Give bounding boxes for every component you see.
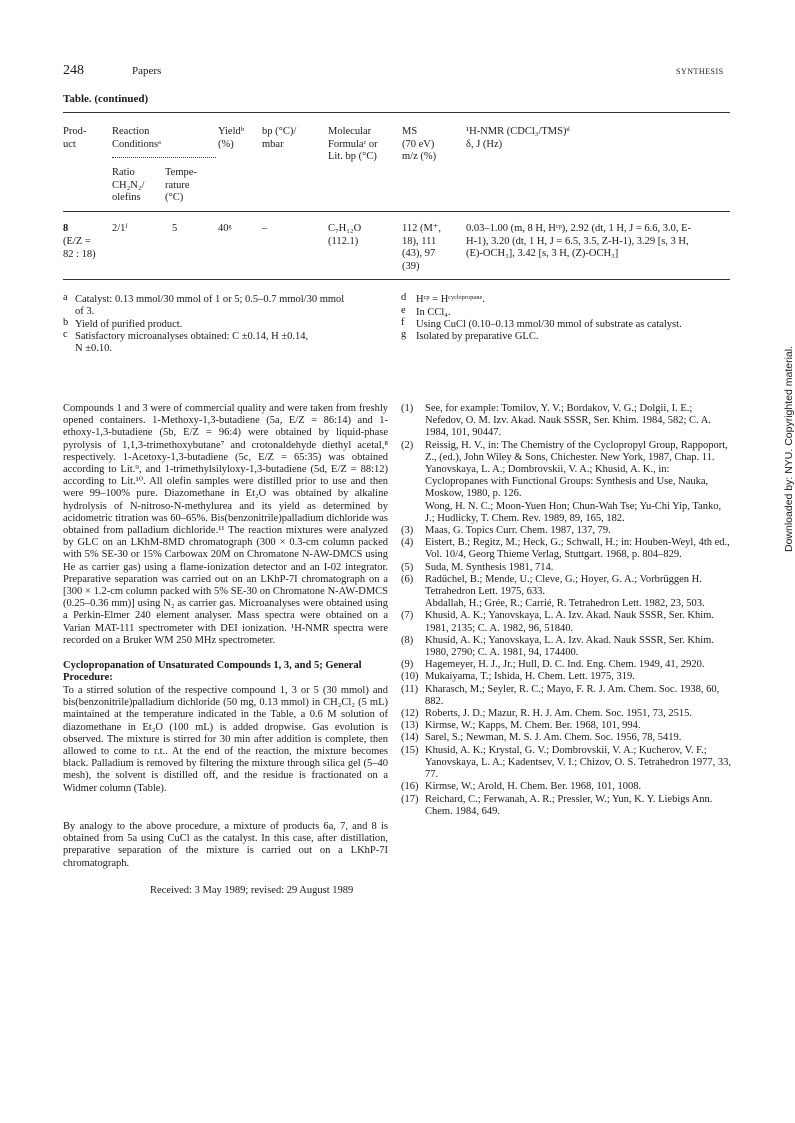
reference-text: Hagemeyer, H. J., Jr.; Hull, D. C. Ind. Eng. Chem. 1949, 41, 2920. (425, 659, 705, 671)
col-header-ratio: Ratio CH₂N₂/ olefins (112, 167, 145, 203)
reference-item (401, 635, 731, 659)
reference-item (401, 794, 731, 818)
reference-text: Sarel, S.; Newman, M. S. J. Am. Chem. Soc. 1956, 78, 5419. (425, 732, 682, 744)
reference-number: (7) (401, 610, 414, 622)
cell-ms: 112 (M⁺, 18), 111 (43), 97 (39) (402, 223, 441, 272)
footnote-text: Satisfactory microanalyses obtained: C ±0.14, H ±0.14, N ±0.10. (75, 331, 309, 354)
reference-number: (4) (401, 537, 414, 549)
footnote-mark: a (63, 292, 68, 303)
reference-text: Mukaiyama, T.; Ishida, H. Chem. Lett. 1975, 319. (425, 671, 635, 683)
table-bottom-rule (63, 279, 730, 280)
reference-item (401, 671, 731, 683)
table-caption: Table. (continued) (63, 93, 149, 105)
cell-product-ratio: (E/Z = 82 : 18) (63, 236, 96, 260)
cell-ratio: 2/1ᶠ (112, 223, 128, 234)
footnote-mark: c (63, 329, 68, 340)
col-header-formula: Molecular Formulaᶜ or Lit. bp (°C) (328, 126, 378, 162)
reference-number: (6) (401, 573, 414, 585)
footnote-text: Using CuCl (0.10–0.13 mmol/30 mmol of substrate as catalyst. (416, 319, 682, 330)
table-top-rule (63, 112, 730, 113)
reference-text: Reichard, C.; Ferwanah, A. R.; Pressler, W.; Yun, K. Y. Liebigs Ann. Chem. 1984, 649. (425, 793, 713, 817)
cell-temperature: 5 (172, 223, 178, 234)
col-header-bp: bp (°C)/ mbar (262, 126, 297, 150)
page-number: 248 (63, 63, 84, 78)
cell-formula: C₇H₁₂O (112.1) (328, 223, 362, 247)
reference-text: Reissig, H. V., in: The Chemistry of the Cyclopropyl Group, Rappoport, Z., (ed.), John Wiley & Sons, Chichester. New York, 1987, Chap. 11. Yanovskaya, L. A.; Dombrovskii, V. A.; Khusid, A. K., in: Cyclopropanes with Functional Groups: Synthesis and Use, Nauka, Moskow, 1980, p. 126. Wong, H. N. C.; Moon-Yuen Hon; Chun-Wah Tse; Yu-Chi Yip, Tanko, J.; Hudlicky, T. Chem. Rev. 1989, 89, 165, 182. (425, 439, 728, 524)
section-title: Papers (132, 65, 162, 77)
reference-text: Khusid, A. K.; Yanovskaya, L. A. Izv. Akad. Nauk SSSR, Ser. Khim. 1980, 2790; C. A. 1981, 94, 174400. (425, 634, 714, 659)
reference-number: (13) (401, 720, 419, 732)
reference-text: Eistert, B.; Regitz, M.; Heck, G.; Schwall, H.; in: Houben-Weyl, 4th ed., Vol. 10/4, Georg Thieme Verlag, Stuttgart. 1968, p. 804–829. (425, 537, 730, 561)
footnote-text: In CCl₄. (416, 307, 451, 318)
col-header-yield: Yieldᵇ (%) (218, 126, 244, 150)
col-header-ms: MS (70 eV) m/z (%) (402, 126, 437, 162)
cell-nmr: 0.03–1.00 (m, 8 H, Hᶜᵖ), 2.92 (dt, 1 H, J = 6.6, 3.0, E- H-1), 3.20 (dt, 1 H, J = 6.5, 3.5, Z-H-1), 3.29 [s, 3 H, (E)-OCH₃], 3.42 [s, 3 H, (Z)-OCH₃] (466, 223, 692, 259)
reference-number: (5) (401, 561, 414, 573)
reference-number: (17) (401, 793, 419, 805)
received-date: Received: 3 May 1989; revised: 29 August 1989 (150, 885, 354, 896)
reference-text: Khusid, A. K.; Yanovskaya, L. A. Izv. Akad. Nauk SSSR, Ser. Khim. 1981, 2135; C. A. 1982, 96, 51840. (425, 610, 714, 634)
reference-number: (14) (401, 732, 419, 744)
analogy-paragraph: By analogy to the above procedure, a mixture of products 6a, 7, and 8 is obtained from 5a using CuCl as the catalyst. In this case, after distillation, preparative separation of the mixture is carried out on a LKhP-7I chromatograph. (63, 821, 388, 869)
reference-text: Khusid, A. K.; Krystal, G. V.; Dombrovskii, V. A.; Kucherov, V. F.; Yanovskaya, L. A.; Kadentsev, V. I.; Chizov, O. S. Tetrahedron 1977, 33, 77. (425, 744, 731, 781)
reference-number: (2) (401, 439, 414, 451)
reference-text: Roberts, J. D.; Mazur, R. H. J. Am. Chem. Soc. 1951, 73, 2515. (425, 708, 693, 720)
reference-number: (10) (401, 671, 419, 683)
reference-item (401, 403, 731, 440)
reference-number: (16) (401, 781, 419, 793)
experimental-paragraph: Compounds 1 and 3 were of commercial quality and were taken from freshly opened containers. 1-Methoxy-1,3-butadiene (5a, E/Z = 86:14) and 1-ethoxy-1,3-butadiene (5b, E/Z = 96:4) were obtained by liquid-phase pyrolysis of 1,1,3-trimethoxybutane⁷ and crotonaldehyde diethyl acetal,⁸ respectively. 1-Acetoxy-1,3-butadiene (5c, E/Z = 65:35) was obtained according to Lit.⁹, and 1-trimethylsilyloxy-1,3-butadiene (5d, E/Z = 88:12) according to Lit.¹⁰. All olefin samples were distilled prior to use and then were 99–100% pure. Diazomethane in Et₂O was obtained by alkaline hydrolysis of N-nitroso-N-methylurea and its yield as determined by acidometric titration was 60–65%. Bis(benzonitrile)palladium dichloride was obtained from palladium dichloride.¹¹ The reaction mixtures were analyzed by GLC on an LKhM-8MD chromatograph (300 × 0.3-cm column packed with 5% SE-30 or 15% Carbowax 20M on Chromatone N-AW-DMCS using He as carrier gas) using a flame-ionization detector and an I-02 integrator. Preparative separation was carried out on an LKhP-7I chromatograph on a [300 × 1.2-cm column packed with 5% SE-30 on Chromatone N-AW-DMCS (0.25–0.36 mm)] using N₂ as carrier gas. Microanalyses were obtained using a Perkin-Elmer 240 element analyser. Mass spectra were obtained on a Varian MAT-111 spectrometer with DEI ionization. ¹H-NMR spectra were recorded on a Bruker WM 250 MHz spectrometer. (63, 403, 388, 646)
footnote-mark: b (63, 317, 69, 328)
footnote-text: Catalyst: 0.13 mmol/30 mmol of 1 or 5; 0.5–0.7 mmol/30 mmol of 3. (75, 294, 345, 317)
reference-item (401, 537, 731, 561)
reference-text: Maas, G. Topics Curr. Chem. 1987, 137, 79. (425, 525, 611, 537)
col-header-conditions: Reaction Conditionsᵃ (112, 126, 161, 150)
reference-item (401, 574, 731, 611)
reference-item (401, 562, 731, 574)
reference-item (401, 720, 731, 732)
footnote-text: Isolated by preparative GLC. (416, 331, 539, 342)
journal-name: SYNTHESIS (676, 67, 724, 76)
reference-number: (3) (401, 525, 414, 537)
conditions-rule (112, 157, 216, 158)
reference-item (401, 732, 731, 744)
footnote-mark: f (401, 317, 405, 328)
footnote-mark: e (401, 305, 406, 316)
cell-product: 8 (63, 223, 69, 234)
reference-item (401, 781, 731, 793)
footnote-text: Yield of purified product. (75, 319, 183, 330)
reference-item (401, 708, 731, 720)
procedure-heading: Cyclopropanation of Unsaturated Compounds 1, 3, and 5; General Procedure: (63, 660, 362, 684)
col-header-product: Prod- uct (63, 126, 87, 150)
reference-text: Kirmse, W.; Kapps, M. Chem. Ber. 1968, 101, 994. (425, 720, 641, 732)
footnote-mark: d (401, 292, 407, 303)
reference-item (401, 525, 731, 537)
reference-item (401, 610, 731, 634)
reference-item (401, 440, 731, 525)
cell-yield: 40ᵍ (218, 223, 232, 234)
reference-number: (15) (401, 744, 419, 756)
table-header-rule (63, 211, 730, 212)
procedure-paragraph: To a stirred solution of the respective compound 1, 3 or 5 (30 mmol) and bis(benzonitrile)palladium dichloride (50 mg, 0.13 mmol) in CH₂Cl₂ (5 mL) maintained at the temperature indicated in the Table, a 0.6 M solution of diazomethane in Et₂O (100 mL) is added dropwise. Gas evolution is observed. The mixture is stirred for 30 min after addition is complete, then allowed to come to r.t.. At the end of the reaction, the mixture becomes black. Palladium is removed by filtering the mixture through silica gel (5–40 mesh), the solvent is distilled off, and the residue is fractionated on a Widmer column (Table). (63, 685, 388, 794)
col-header-nmr: ¹H-NMR (CDCl₃/TMS)ᵈ δ, J (Hz) (466, 126, 570, 150)
download-watermark: Downloaded by: NYU. Copyrighted material. (783, 345, 795, 552)
reference-number: (11) (401, 683, 419, 695)
col-header-temperature: Tempe- rature (°C) (165, 167, 197, 203)
reference-text: Radüchel, B.; Mende, U.; Cleve, G.; Hoyer, G. A.; Vorbrüggen H. Tetrahedron Lett. 1975, 633. Abdallah, H.; Grée, R.; Carrié, R. Tetrahedron Lett. 1982, 23, 503. (425, 573, 705, 610)
reference-text: See, for example: Tomilov, Y. V.; Bordakov, V. G.; Dolgii, I. E.; Nefedov, O. M. Izv. Akad. Nauk SSSR, Ser. Khim. 1984, 582; C. A. 1984, 101, 90447. (425, 403, 711, 439)
reference-item (401, 745, 731, 782)
reference-number: (9) (401, 659, 414, 671)
reference-text: Suda, M. Synthesis 1981, 714. (425, 561, 554, 573)
reference-text: Kharasch, M.; Seyler, R. C.; Mayo, F. R. J. Am. Chem. Soc. 1938, 60, 882. (425, 683, 720, 707)
reference-item (401, 684, 731, 708)
reference-number: (12) (401, 708, 419, 720)
reference-list (401, 403, 731, 818)
footnote-mark: g (401, 329, 407, 340)
cell-bp: – (262, 223, 268, 234)
reference-number: (1) (401, 403, 414, 414)
reference-item (401, 659, 731, 671)
reference-text: Kirmse, W.; Arold, H. Chem. Ber. 1968, 101, 1008. (425, 781, 642, 793)
reference-number: (8) (401, 634, 414, 646)
footnote-text: Hᶜᵖ = Hᶜʸᶜˡᵒᵖʳᵒᵖᵃⁿᵉ. (416, 294, 485, 305)
